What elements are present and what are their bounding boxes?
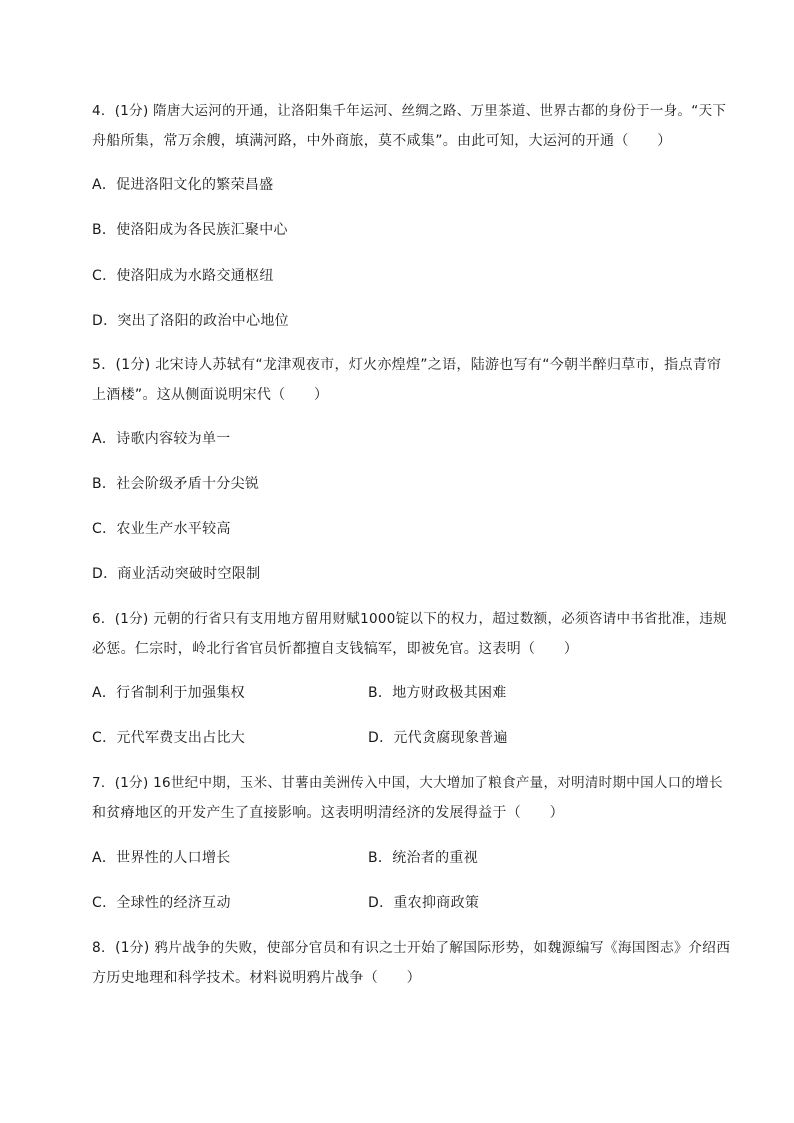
question-6-option-d: D．元代贪腐现象普遍 [368, 730, 508, 746]
question-4-option-c: C．使洛阳成为水路交通枢纽 [92, 268, 274, 284]
question-6-line-1: 6．(1分) 元朝的行省只有支用地方留用财赋1000锭以下的权力，超过数额，必须咨请中书省批准，违规 [92, 611, 727, 627]
question-6-option-a: A．行省制利于加强集权 [92, 685, 245, 701]
question-4-option-d: D．突出了洛阳的政治中心地位 [92, 313, 289, 329]
question-4-option-b: B．使洛阳成为各民族汇聚中心 [92, 222, 288, 238]
question-7-option-c: C．全球性的经济互动 [92, 895, 231, 911]
question-4-line-1: 4．(1分) 隋唐大运河的开通，让洛阳集千年运河、丝绸之路、万里茶道、世界古都的身份于一身。“天下 [92, 103, 727, 119]
question-5-option-b: B．社会阶级矛盾十分尖锐 [92, 476, 260, 492]
question-6-option-c: C．元代军费支出占比大 [92, 730, 246, 746]
question-5-option-d: D．商业活动突破时空限制 [92, 566, 261, 582]
question-7-line-1: 7．(1分) 16世纪中期，玉米、甘薯由美洲传入中国，大大增加了粮食产量，对明清时期中国人口的增长 [92, 775, 723, 791]
question-7-option-b: B．统治者的重视 [368, 850, 479, 866]
question-5-line-2: 上酒楼”。这从侧面说明宋代（ ） [92, 387, 329, 403]
question-7-line-2: 和贫瘠地区的开发产生了直接影响。这表明明清经济的发展得益于（ ） [92, 805, 564, 821]
question-7-option-d: D．重农抑商政策 [368, 895, 480, 911]
question-4-option-a: A．促进洛阳文化的繁荣昌盛 [92, 177, 274, 193]
question-6-line-2: 必惩。仁宗时，岭北行省官员忻都擅自支钱犒军，即被免官。这表明（ ） [92, 641, 579, 657]
question-6-option-b: B．地方财政极其困难 [368, 685, 507, 701]
question-8-line-2: 方历史地理和科学技术。材料说明鸦片战争（ ） [92, 970, 421, 986]
question-5-line-1: 5．(1分) 北宋诗人苏轼有“龙津观夜市，灯火亦煌煌”之语，陆游也写有“今朝半醉归草市，指点青帘 [92, 357, 722, 373]
question-8-line-1: 8．(1分) 鸦片战争的失败，使部分官员和有识之士开始了解国际形势，如魏源编写《海国图志》介绍西 [92, 940, 731, 956]
question-7-option-a: A．世界性的人口增长 [92, 850, 231, 866]
question-4-line-2: 舟船所集，常万余艘，填满河路，中外商旅，莫不咸集”。由此可知，大运河的开通（ ） [92, 133, 672, 149]
question-5-option-c: C．农业生产水平较高 [92, 521, 231, 537]
question-5-option-a: A．诗歌内容较为单一 [92, 431, 231, 447]
